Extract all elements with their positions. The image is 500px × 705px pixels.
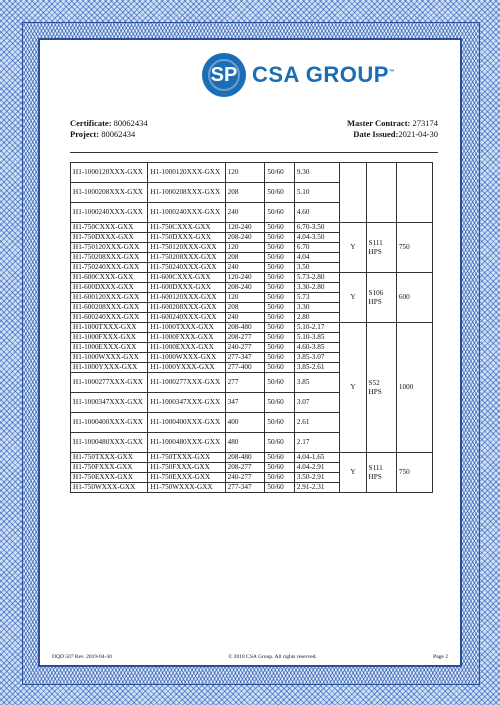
- table-cell: 3.50: [294, 263, 340, 273]
- table-cell: H1-750TXXX-GXX: [148, 453, 225, 463]
- table-cell: 120: [225, 243, 265, 253]
- table-cell: 240-277: [225, 343, 265, 353]
- table-cell: H1-1000YXXX-GXX: [148, 363, 225, 373]
- table-cell: 50/60: [265, 323, 295, 333]
- table-cell: 50/60: [265, 333, 295, 343]
- table-cell: H1-750EXXX-GXX: [148, 473, 225, 483]
- table-cell: 277: [225, 373, 265, 393]
- lamp-type-cell: S52 HPS: [366, 323, 396, 453]
- lamp-type-cell: [366, 163, 396, 223]
- table-cell: 3.85-2.61: [294, 363, 340, 373]
- table-cell: H1-1000EXXX-GXX: [71, 343, 148, 353]
- table-row: [71, 323, 433, 333]
- table-cell: H1-750CXXX-GXX: [71, 223, 148, 233]
- table-cell: 50/60: [265, 283, 295, 293]
- wattage-cell: 750: [396, 223, 432, 273]
- table-cell: 4.60-3.85: [294, 343, 340, 353]
- table-cell: 50/60: [265, 293, 295, 303]
- table-cell: 208-480: [225, 323, 265, 333]
- table-cell: 4.04: [294, 253, 340, 263]
- table-cell: 50/60: [265, 363, 295, 373]
- table-cell: H1-750240XXX-GXX: [148, 263, 225, 273]
- table-cell: 3.30-2.80: [294, 283, 340, 293]
- table-cell: H1-1000480XXX-GXX: [148, 433, 225, 453]
- master-contract-label: Master Contract:: [347, 118, 411, 128]
- table-cell: H1-750DXXX-GXX: [71, 233, 148, 243]
- table-row: [71, 453, 433, 463]
- table-cell: H1-1000208XXX-GXX: [148, 183, 225, 203]
- table-cell: 5.73: [294, 293, 340, 303]
- lamp-type-cell: S106 HPS: [366, 273, 396, 323]
- product-ratings-table: [70, 162, 433, 493]
- table-cell: 50/60: [265, 233, 295, 243]
- table-cell: H1-750CXXX-GXX: [148, 223, 225, 233]
- header-rule: [70, 152, 438, 153]
- table-cell: 480: [225, 433, 265, 453]
- table-cell: H1-750208XXX-GXX: [71, 253, 148, 263]
- table-cell: 3.85-3.07: [294, 353, 340, 363]
- table-cell: 50/60: [265, 303, 295, 313]
- table-cell: H1-1000WXXX-GXX: [71, 353, 148, 363]
- table-cell: 50/60: [265, 463, 295, 473]
- table-cell: 50/60: [265, 183, 295, 203]
- listed-flag-cell: Y: [340, 453, 366, 493]
- table-cell: 50/60: [265, 223, 295, 233]
- table-cell: H1-1000400XXX-GXX: [71, 413, 148, 433]
- copyright: © 2018 CSA Group. All rights reserved.: [228, 654, 317, 660]
- table-cell: 3.07: [294, 393, 340, 413]
- table-cell: H1-600CXXX-GXX: [148, 273, 225, 283]
- table-cell: H1-1000TXXX-GXX: [71, 323, 148, 333]
- table-cell: H1-750FXXX-GXX: [71, 463, 148, 473]
- table-cell: 2.80: [294, 313, 340, 323]
- date-issued-value: 2021-04-30: [398, 129, 438, 139]
- wattage-cell: 1000: [396, 323, 432, 453]
- table-cell: 240: [225, 263, 265, 273]
- csa-logo-icon: SP: [202, 53, 246, 97]
- table-cell: H1-1000FXXX-GXX: [148, 333, 225, 343]
- project-label: Project:: [70, 129, 100, 139]
- table-cell: H1-750120XXX-GXX: [148, 243, 225, 253]
- table-cell: H1-600208XXX-GXX: [71, 303, 148, 313]
- table-cell: H1-1000480XXX-GXX: [71, 433, 148, 453]
- table-cell: 277-347: [225, 483, 265, 493]
- table-cell: 208-277: [225, 463, 265, 473]
- wattage-cell: 600: [396, 273, 432, 323]
- project-number: 80062434: [101, 129, 136, 139]
- table-cell: 5.10-2.17: [294, 323, 340, 333]
- table-cell: 50/60: [265, 373, 295, 393]
- table-cell: 120-240: [225, 223, 265, 233]
- table-cell: 347: [225, 393, 265, 413]
- lamp-type-cell: S111 HPS: [366, 453, 396, 493]
- table-cell: 208-240: [225, 233, 265, 243]
- table-cell: H1-1000120XXX-GXX: [148, 163, 225, 183]
- certificate-number: 80062434: [113, 118, 148, 128]
- table-cell: H1-1000400XXX-GXX: [148, 413, 225, 433]
- table-cell: 4.04-1.65: [294, 453, 340, 463]
- table-cell: 3.85: [294, 373, 340, 393]
- table-cell: 50/60: [265, 343, 295, 353]
- table-cell: 277-347: [225, 353, 265, 363]
- table-row: [71, 273, 433, 283]
- table-cell: H1-600120XXX-GXX: [148, 293, 225, 303]
- table-cell: 4.60: [294, 203, 340, 223]
- table-cell: 50/60: [265, 243, 295, 253]
- table-cell: H1-750DXXX-GXX: [148, 233, 225, 243]
- table-cell: H1-600240XXX-GXX: [148, 313, 225, 323]
- certificate-page: [38, 38, 462, 667]
- table-cell: H1-1000YXXX-GXX: [71, 363, 148, 373]
- listed-flag-cell: Y: [340, 273, 366, 323]
- table-cell: H1-1000347XXX-GXX: [148, 393, 225, 413]
- listed-flag-cell: Y: [340, 223, 366, 273]
- table-cell: 240-277: [225, 473, 265, 483]
- page-footer: [52, 654, 448, 660]
- csa-group-logo: [202, 50, 395, 100]
- table-cell: 5.73-2.80: [294, 273, 340, 283]
- table-cell: 50/60: [265, 393, 295, 413]
- table-cell: H1-1000277XXX-GXX: [71, 373, 148, 393]
- table-cell: 5.10: [294, 183, 340, 203]
- contract-info: [347, 118, 438, 140]
- table-cell: H1-1000347XXX-GXX: [71, 393, 148, 413]
- table-cell: H1-750TXXX-GXX: [71, 453, 148, 463]
- table-cell: 50/60: [265, 473, 295, 483]
- table-row: [71, 163, 433, 183]
- table-cell: 2.91-2.31: [294, 483, 340, 493]
- table-cell: 50/60: [265, 353, 295, 363]
- table-cell: 120-240: [225, 273, 265, 283]
- table-cell: 50/60: [265, 413, 295, 433]
- csa-logo-text: CSA GROUP™: [252, 62, 396, 87]
- table-cell: 50/60: [265, 203, 295, 223]
- table-cell: H1-600DXXX-GXX: [71, 283, 148, 293]
- table-cell: 50/60: [265, 313, 295, 323]
- page-number: Page 2: [433, 654, 448, 660]
- table-cell: 9.30: [294, 163, 340, 183]
- table-cell: 50/60: [265, 273, 295, 283]
- table-cell: 240: [225, 203, 265, 223]
- table-cell: H1-750WXXX-GXX: [71, 483, 148, 493]
- table-row: [71, 223, 433, 233]
- table-cell: 2.17: [294, 433, 340, 453]
- table-cell: 6.70: [294, 243, 340, 253]
- listed-flag-cell: [340, 163, 366, 223]
- table-cell: 50/60: [265, 263, 295, 273]
- table-cell: 208-277: [225, 333, 265, 343]
- table-cell: H1-600240XXX-GXX: [71, 313, 148, 323]
- table-cell: 208-480: [225, 453, 265, 463]
- table-cell: H1-1000240XXX-GXX: [71, 203, 148, 223]
- table-cell: 208: [225, 303, 265, 313]
- table-cell: H1-1000120XXX-GXX: [71, 163, 148, 183]
- table-cell: H1-600CXXX-GXX: [71, 273, 148, 283]
- date-issued-label: Date Issued:: [353, 129, 399, 139]
- certificate-label: Certificate:: [70, 118, 112, 128]
- table-cell: 50/60: [265, 453, 295, 463]
- table-cell: 3.50-2.91: [294, 473, 340, 483]
- table-cell: 208: [225, 183, 265, 203]
- table-cell: 120: [225, 163, 265, 183]
- table-cell: 208: [225, 253, 265, 263]
- table-cell: H1-1000FXXX-GXX: [71, 333, 148, 343]
- table-cell: H1-600DXXX-GXX: [148, 283, 225, 293]
- wattage-cell: [396, 163, 432, 223]
- table-cell: H1-750WXXX-GXX: [148, 483, 225, 493]
- table-cell: 6.70-3.50: [294, 223, 340, 233]
- table-cell: 240: [225, 313, 265, 323]
- master-contract-number: 273174: [412, 118, 438, 128]
- table-cell: H1-750208XXX-GXX: [148, 253, 225, 263]
- table-cell: 50/60: [265, 433, 295, 453]
- table-cell: H1-1000WXXX-GXX: [148, 353, 225, 363]
- table-cell: H1-600208XXX-GXX: [148, 303, 225, 313]
- form-revision: DQD 507 Rev. 2019-04-30: [52, 654, 112, 660]
- wattage-cell: 750: [396, 453, 432, 493]
- table-cell: H1-1000TXXX-GXX: [148, 323, 225, 333]
- table-cell: H1-750120XXX-GXX: [71, 243, 148, 253]
- table-cell: 400: [225, 413, 265, 433]
- table-cell: H1-1000EXXX-GXX: [148, 343, 225, 353]
- lamp-type-cell: S111 HPS: [366, 223, 396, 273]
- table-cell: H1-1000277XXX-GXX: [148, 373, 225, 393]
- listed-flag-cell: Y: [340, 323, 366, 453]
- table-cell: H1-1000240XXX-GXX: [148, 203, 225, 223]
- table-cell: 3.30: [294, 303, 340, 313]
- table-cell: 50/60: [265, 483, 295, 493]
- table-cell: H1-750FXXX-GXX: [148, 463, 225, 473]
- table-cell: H1-600120XXX-GXX: [71, 293, 148, 303]
- table-cell: 50/60: [265, 163, 295, 183]
- table-cell: H1-750EXXX-GXX: [71, 473, 148, 483]
- table-cell: 277-400: [225, 363, 265, 373]
- table-cell: 4.04-2.91: [294, 463, 340, 473]
- table-cell: 5.10-3.85: [294, 333, 340, 343]
- table-cell: H1-1000208XXX-GXX: [71, 183, 148, 203]
- table-cell: 120: [225, 293, 265, 303]
- certificate-info: [70, 118, 148, 140]
- table-cell: 50/60: [265, 253, 295, 263]
- table-cell: 208-240: [225, 283, 265, 293]
- table-cell: 2.61: [294, 413, 340, 433]
- table-cell: 4.04-3.50: [294, 233, 340, 243]
- table-cell: H1-750240XXX-GXX: [71, 263, 148, 273]
